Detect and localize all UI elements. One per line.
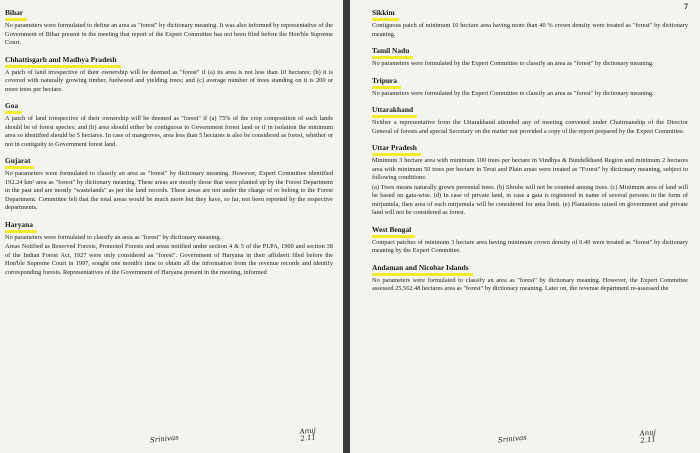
section-text: Neither a representative from the Uttarakhand attended any of meeting convened under Chairmanship of the Director General of forests and special Secretary on the matter nor provided a copy of the report prepared by the Expert Committee. <box>372 119 688 135</box>
signature-left: Srinivas <box>149 433 180 445</box>
section-text: A patch of land irrespective of their ownership will be deemed as "forest" if (a) its area is not less than 10 hectares; (b) it is covered with naturally growing timber, fuelwood and yielding trees; and (c) average number of trees standing on it is 200 or more trees per hectare. <box>5 68 333 93</box>
section-heading: Tamil Nadu <box>372 46 413 59</box>
signature-right-1: Srinivas <box>497 433 528 445</box>
page-number: 7 <box>684 2 688 11</box>
section-text: No parameters were formulated to classify an area as "forest" by dictionary meaning. However, Expert Committee identified 192.24 km² area as "forest" by dictionary meaning. These areas are mostly those that were planted up by the Forest Department in the past and are mostly "wastelands" as per the land records. These areas are not under the charge of or belong to the Forest Department. Committee felt that the total areas would be much more but they have, so far, not been reported by the respective departments. <box>5 170 333 211</box>
signature-right-2: Anuj 2.11 <box>639 428 657 445</box>
section-text: No parameters were formulated by the Expert Committee to classify an area as "forest" by dictionary meaning. <box>372 60 654 67</box>
right-page <box>350 0 700 453</box>
section-heading: Tripura <box>372 76 401 89</box>
signature-mid: Anuj 2.11 <box>299 426 317 443</box>
section-text: No parameters were formulated by the Expert Committee to classify an area as "forest" by dictionary meaning. <box>372 89 654 97</box>
section-heading: Haryana <box>5 220 37 233</box>
section-text: No parameters were formulated to define an area as "forest" by dictionary meaning. It was also informed by representative of the Government of Bihar present in the meeting that report of the Expert Committee has not been filed before the Hon'ble Supreme Court. <box>5 22 333 46</box>
section-heading: Bihar <box>5 8 27 21</box>
section-heading: Gujarat <box>5 156 34 169</box>
section-text: No parameters were formulated to classify an area as "forest" by dictionary meaning. <box>5 233 222 241</box>
section-heading: Andaman and Nicobar Islands <box>372 263 473 276</box>
section-text: Compact patches of minimum 3 hectare area having minimum crown density of 0.40 were treated as "forest" by dictionary meaning by the Expert Committee. <box>372 238 688 254</box>
section-heading: Goa <box>5 101 22 114</box>
left-page <box>0 0 343 453</box>
section-text: Contiguous patch of minimum 10 hectare area having more than 40 % crown density were treated as "forest" by dictionary meaning. <box>372 22 688 38</box>
section-heading: West Bengal <box>372 225 415 238</box>
section-text: Areas Notified as Reserved Forests, Protected Forests and areas notified under section 4 & 5 of the PLPA, 1900 and section 38 of the Indian Forest Act, 1927 were only considered as "forest". Government of Haryana in their affidavit filed before the Hon'ble Supreme Court in 1997, sought one month's time to obtain all the information from the revenue records and identify corresponding forests. Representatives of the Government of Haryana present in the meeting, informed <box>5 243 333 276</box>
section-heading: Uttarakhand <box>372 105 417 118</box>
section-heading: Sikkim <box>372 8 399 21</box>
section-text: No parameters were formulated to classify an area as "forest" by dictionary meaning. However, the Expert Committee assessed 25,562.48 hectares area as "forest" by dictionary meaning. Later on, the revenue department re-assessed the <box>372 276 688 292</box>
section-text: A patch of land irrespective of their ownership will be deemed as "forest" if (a) 75% of the crop composition of such lands should be of forest species; and (b) area should either be contiguous to Government forest land or if in isolation the minimum area so identified should be 5 hectares. In case of mangroves, area less than 5 hectares is also be considered as forest, whether or not in contiguity to Government forest land. <box>5 115 333 148</box>
section-text: (a) Trees means naturally grown perennial trees. (b) Shrubs will not be counted among trees. (c) Minimum area of land will be based on gata-wise. (d) In case of private land, in case a gata is registered in name of several persons in the form of mirjumula, then area of each mirjumula will be considered for area limit. (e) Plantations raised on government and private land will not be considered as forest. <box>372 183 688 216</box>
section-heading: Chhattisgarh and Madhya Pradesh <box>5 55 121 68</box>
section-text: Minimum 3 hectare area with minimum 100 trees per hectare in Vindhya & Bundelkhand Region and minimum 2 hectares area with minimum 50 trees per hectare in Terai and Plain areas were treated as "Forest" by dictionary meaning, subject to following conditions: <box>372 157 688 181</box>
section-heading: Uttar Pradesh <box>372 143 421 156</box>
